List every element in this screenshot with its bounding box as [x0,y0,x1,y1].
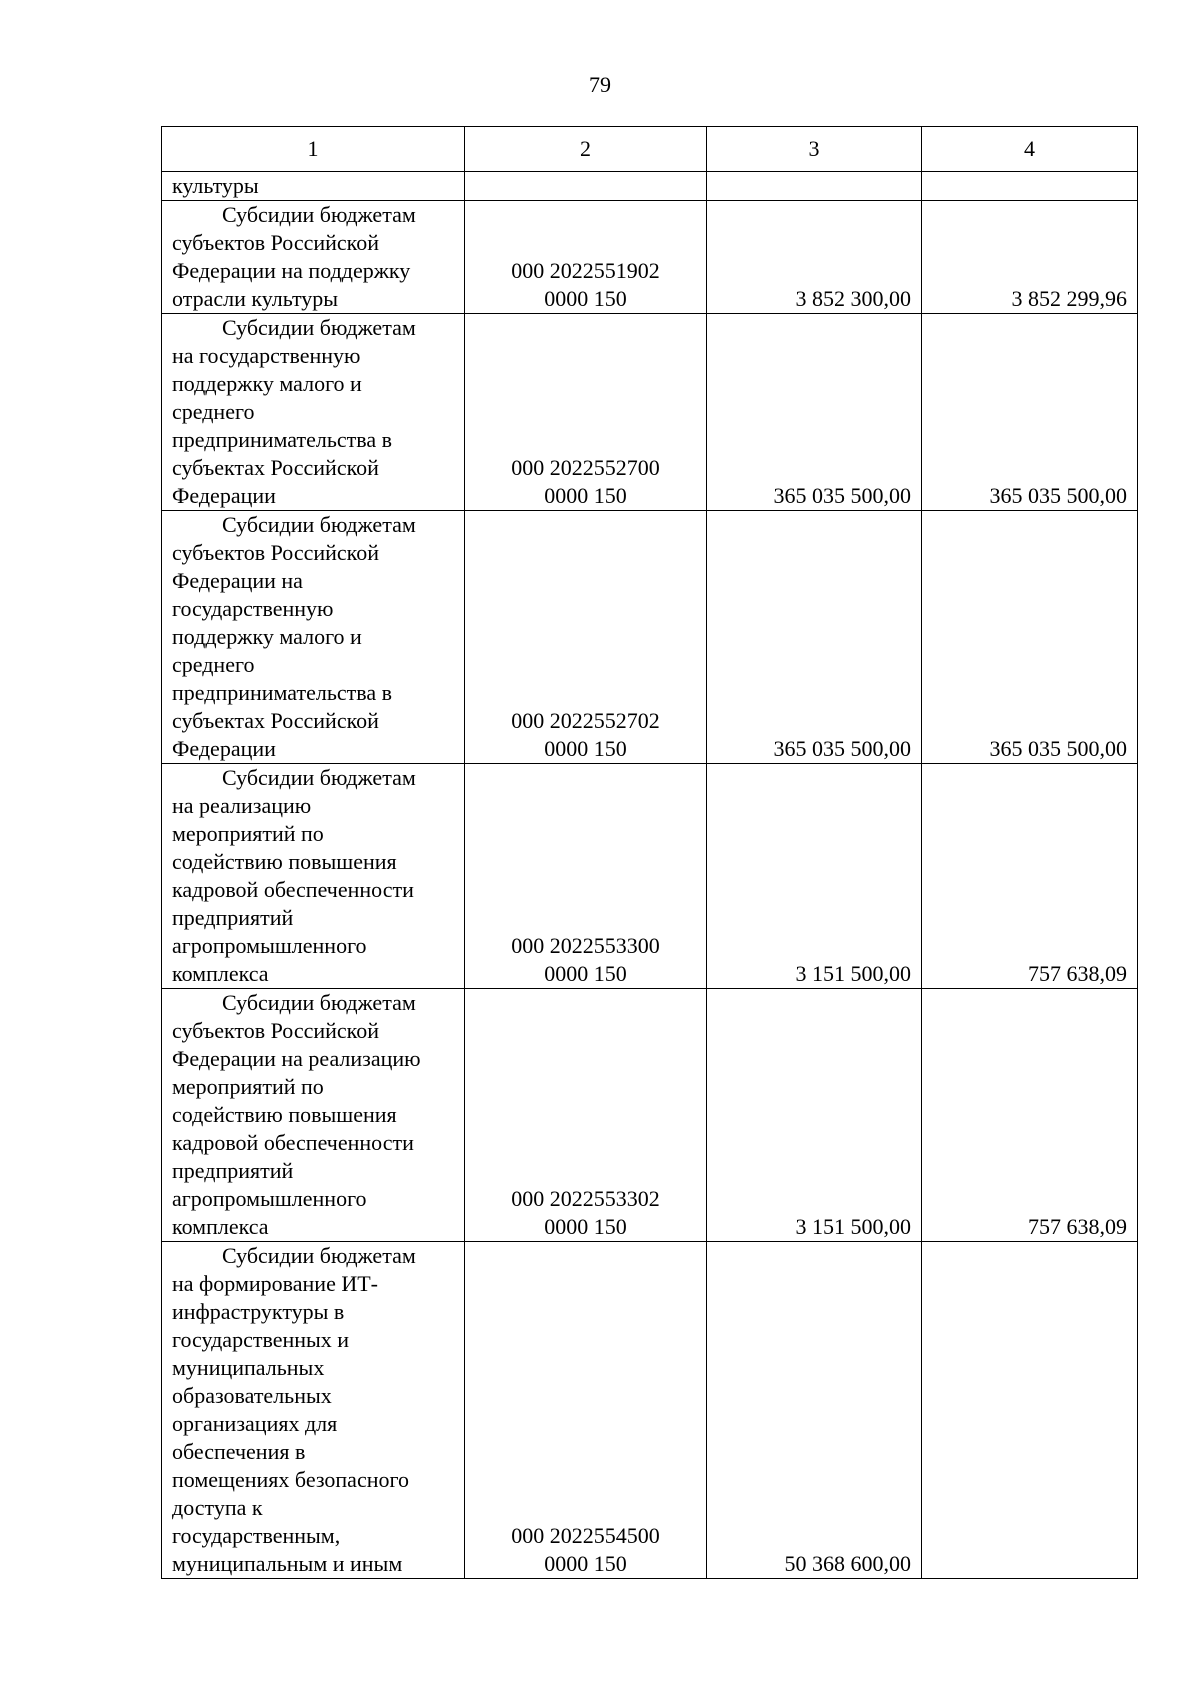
row-code [465,172,707,201]
row-name: Субсидии бюджетам на государственную поддержку малого и среднего предпринимательства в субъектах Российской Федерации [162,314,465,511]
row-plan: 3 151 500,00 [707,764,922,989]
row-code: 000 2022552700 0000 150 [465,314,707,511]
row-code: 000 2022552702 0000 150 [465,511,707,764]
row-name: культуры [162,172,465,201]
row-exec [922,1242,1138,1579]
row-name: Субсидии бюджетам субъектов Российской Федерации на реализацию мероприятий по содействию повышения кадровой обеспеченности предприятий агропромышленного комплекса [162,989,465,1242]
row-code: 000 2022554500 0000 150 [465,1242,707,1579]
table-header-row [162,127,1138,172]
row-plan: 3 852 300,00 [707,201,922,314]
table-row [162,314,1138,511]
header-col-2: 2 [465,127,707,172]
budget-table [161,126,1138,1579]
row-exec: 365 035 500,00 [922,314,1138,511]
row-plan [707,172,922,201]
table-row [162,764,1138,989]
table-row [162,989,1138,1242]
row-exec: 757 638,09 [922,764,1138,989]
table-row [162,201,1138,314]
table-row [162,511,1138,764]
row-exec: 3 852 299,96 [922,201,1138,314]
row-plan: 365 035 500,00 [707,511,922,764]
header-col-3: 3 [707,127,922,172]
row-name: Субсидии бюджетам на формирование ИТ- инфраструктуры в государственных и муниципальных образовательных организациях для обеспечения в помещениях безопасного доступа к государственным, муниципальным и иным [162,1242,465,1579]
row-plan: 3 151 500,00 [707,989,922,1242]
row-code: 000 2022553300 0000 150 [465,764,707,989]
row-exec [922,172,1138,201]
row-plan: 50 368 600,00 [707,1242,922,1579]
row-name: Субсидии бюджетам субъектов Российской Федерации на государственную поддержку малого и среднего предпринимательства в субъектах Российской Федерации [162,511,465,764]
row-plan: 365 035 500,00 [707,314,922,511]
row-code: 000 2022551902 0000 150 [465,201,707,314]
row-exec: 365 035 500,00 [922,511,1138,764]
row-name: Субсидии бюджетам субъектов Российской Федерации на поддержку отрасли культуры [162,201,465,314]
row-code: 000 2022553302 0000 150 [465,989,707,1242]
table-row [162,1242,1138,1579]
row-name: Субсидии бюджетам на реализацию мероприятий по содействию повышения кадровой обеспеченности предприятий агропромышленного комплекса [162,764,465,989]
header-col-4: 4 [922,127,1138,172]
table-row [162,172,1138,201]
row-exec: 757 638,09 [922,989,1138,1242]
header-col-1: 1 [162,127,465,172]
page-number: 79 [589,72,611,97]
